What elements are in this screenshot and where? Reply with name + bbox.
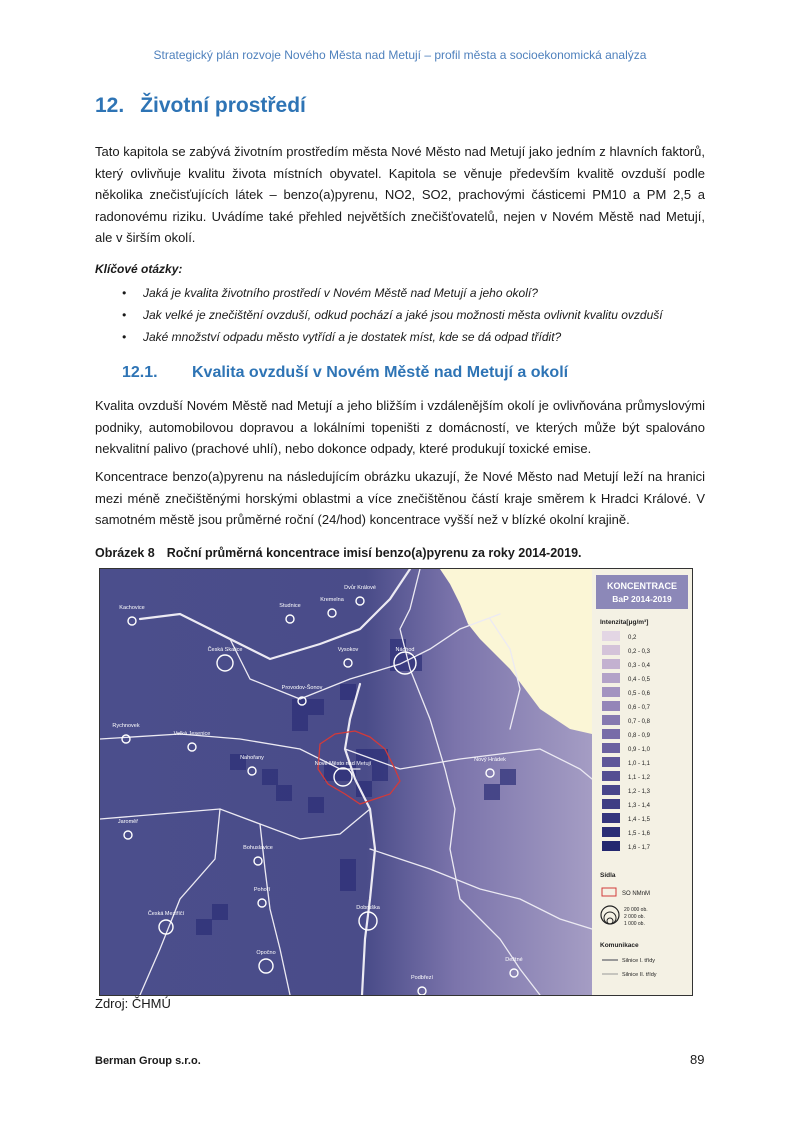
- figure-source: Zdroj: ČHMÚ: [95, 996, 171, 1011]
- legend-class-label: 1,4 - 1,5: [628, 817, 651, 823]
- settlement-label: Náchod: [395, 647, 415, 653]
- legend-boundary-label: SO NMnM: [622, 891, 651, 897]
- settlement-label: Studnice: [279, 603, 301, 609]
- grid-cell: [292, 715, 308, 731]
- concentration-map: [99, 568, 693, 996]
- settlement-label: Vysokov: [337, 647, 359, 653]
- grid-cell: [500, 769, 516, 785]
- legend-swatch: [602, 827, 620, 837]
- settlement-label: Rychnovek: [112, 723, 140, 729]
- grid-cell: [390, 655, 406, 671]
- legend-swatch: [602, 785, 620, 795]
- running-header: Strategický plán rozvoje Nového Města nad Metují – profil města a socioekonomická analýza: [153, 48, 647, 62]
- settlement-label: Česká Meziříčí: [147, 911, 185, 917]
- key-question-text: Jaké množství odpadu město vytřídí a je dostatek míst, kde se dá odpad třídit?: [143, 330, 562, 344]
- legend-swatch: [602, 687, 620, 697]
- key-question-item: [95, 328, 705, 350]
- grid-cell: [212, 904, 228, 920]
- legend-swatch: [602, 757, 620, 767]
- legend-swatch: [602, 659, 620, 669]
- legend-pop-label: 1 000 ob.: [624, 921, 645, 927]
- legend-class-label: 1,1 - 1,2: [628, 775, 651, 781]
- settlement-label: Dvůr Králové: [344, 585, 376, 591]
- legend-road-label: Silnice I. třídy: [622, 958, 656, 964]
- settlement-label: Kremelna: [320, 597, 344, 603]
- bullet-icon: •: [122, 330, 127, 344]
- legend-class-label: 0,5 - 0,6: [628, 691, 651, 697]
- grid-cell: [308, 797, 324, 813]
- figure-caption-text: Roční průměrná koncentrace imisí benzo(a)pyrenu za roky 2014-2019.: [166, 546, 582, 560]
- key-question-item: [95, 306, 705, 328]
- grid-cell: [196, 919, 212, 935]
- settlement-label: Nové Město nad Metují: [314, 761, 372, 767]
- map-legend: [592, 569, 692, 995]
- legend-class-label: 1,2 - 1,3: [628, 789, 651, 795]
- legend-title: KONCENTRACE: [606, 581, 678, 591]
- chapter-heading: [95, 94, 306, 118]
- grid-cell: [262, 769, 278, 785]
- legend-class-label: 0,4 - 0,5: [628, 677, 651, 683]
- chapter-title: Životní prostředí: [140, 94, 306, 117]
- legend-swatch: [602, 715, 620, 725]
- legend-class-label: 1,5 - 1,6: [628, 831, 651, 837]
- legend-swatch: [602, 743, 620, 753]
- legend-class-label: 0,6 - 0,7: [628, 705, 651, 711]
- legend-roads-label: Komunikace: [600, 942, 639, 949]
- grid-cell: [484, 784, 500, 800]
- settlement-label: Bohuslavice: [243, 845, 273, 851]
- bullet-icon: •: [122, 308, 127, 322]
- settlement-label: Kachovice: [119, 605, 145, 611]
- settlement-label: Deštné: [505, 957, 523, 963]
- legend-class-label: 0,3 - 0,4: [628, 663, 651, 669]
- grid-cell: [276, 785, 292, 801]
- settlement-label: Dobruška: [356, 905, 380, 911]
- legend-class-label: 1,3 - 1,4: [628, 803, 651, 809]
- legend-swatch: [602, 645, 620, 655]
- legend-swatch: [602, 841, 620, 851]
- legend-pop-label: 20 000 ob.: [624, 907, 648, 913]
- settlement-label: Velká Jesenice: [173, 731, 211, 737]
- legend-pop-label: 2 000 ob.: [624, 914, 645, 920]
- legend-class-label: 1,0 - 1,1: [628, 761, 651, 767]
- legend-class-label: 0,8 - 0,9: [628, 733, 651, 739]
- section-heading: [122, 364, 568, 382]
- footer-company: Berman Group s.r.o.: [95, 1055, 201, 1067]
- legend-swatch: [602, 799, 620, 809]
- grid-cell: [372, 765, 388, 781]
- legend-settlements-label: Sídla: [600, 872, 616, 879]
- chapter-number: 12.: [95, 94, 125, 117]
- legend-road-label: Silnice II. třídy: [622, 972, 657, 978]
- key-question-text: Jaká je kvalita životního prostředí v Novém Městě nad Metují a jeho okolí?: [143, 286, 538, 300]
- intro-paragraph: Tato kapitola se zabývá životním prostředím města Nové Město nad Metují jako jedním z hlavních faktorů, který ovlivňuje kvalitu života místních obyvatel. Kapitola se věnuje především kvalitě ovzduší podle několika znečisťujících látek – benzo(a)pyrenu, NO2, SO2, prachovými částicemi PM10 a PM 2,5 a radonovému riziku. Uvádíme také přehled největších znečišťovatelů, nejen v Novém Městě nad Metují, ale v širším okolí.: [95, 144, 705, 245]
- settlement-label: Nový Hrádek: [474, 757, 506, 763]
- legend-swatch: [602, 729, 620, 739]
- legend-class-label: 0,2 - 0,3: [628, 649, 651, 655]
- settlement-label: Česká Skalice: [207, 647, 243, 653]
- legend-swatch: [602, 701, 620, 711]
- settlement-label: Pohoří: [253, 887, 271, 893]
- legend-class-label: 0,7 - 0,8: [628, 719, 651, 725]
- paragraph-bap: Koncentrace benzo(a)pyrenu na následujícím obrázku ukazují, že Nové Město nad Metují leží na hranici mezi méně znečištěnými horskými oblastmi a více znečištěnou částí kraje směrem k Hradci Králové. V samotném městě jsou průměrné roční (24/hod) koncentrace vyšší než v blízké okolní krajině.: [95, 469, 705, 527]
- legend-intensity-label: Intenzita[μg/m³]: [600, 619, 649, 626]
- settlement-label: Opočno: [256, 950, 276, 956]
- legend-class-label: 1,6 - 1,7: [628, 845, 651, 851]
- legend-subtitle: BaP 2014-2019: [612, 594, 672, 604]
- settlement-label: Nahořany: [240, 755, 264, 761]
- settlement-label: Podbřezí: [410, 975, 434, 981]
- figure-label: Obrázek 8: [95, 546, 155, 560]
- key-question-text: Jak velké je znečištění ovzduší, odkud pochází a jaké jsou možnosti města ovlivnit kvalitu ovzduší: [143, 308, 663, 322]
- figure-caption: [95, 546, 582, 560]
- map-svg: [100, 569, 692, 995]
- legend-class-label: 0,2: [628, 635, 637, 641]
- grid-cell: [308, 699, 324, 715]
- key-questions-list: [95, 284, 705, 350]
- legend-swatch: [602, 771, 620, 781]
- paragraph-air-quality: Kvalita ovzduší Novém Městě nad Metují a jeho bližším i vzdálenějším okolí je ovlivňována průmyslovými podniky, automobilovou dopravou a lokálními topeništi z domácností, ve kterých může být spalováno nekvalitní palivo (prachové uhlí), nebo dokonce odpady, které produkují toxické emise.: [95, 398, 705, 456]
- legend-class-label: 0,9 - 1,0: [628, 747, 651, 753]
- page-number: 89: [690, 1052, 705, 1067]
- legend-swatch: [602, 673, 620, 683]
- grid-cell: [340, 875, 356, 891]
- section-title: Kvalita ovzduší v Novém Městě nad Metují a okolí: [192, 364, 569, 381]
- key-question-item: [95, 284, 705, 306]
- settlement-label: Provodov-Šonov: [281, 685, 323, 691]
- legend-swatch: [602, 631, 620, 641]
- settlement-label: Jaroměř: [117, 819, 139, 825]
- grid-cell: [340, 859, 356, 875]
- bullet-icon: •: [122, 286, 127, 300]
- legend-swatch: [602, 813, 620, 823]
- section-number: 12.1.: [122, 364, 158, 381]
- grid-cell: [340, 684, 356, 700]
- key-questions-label: Klíčové otázky:: [95, 262, 183, 276]
